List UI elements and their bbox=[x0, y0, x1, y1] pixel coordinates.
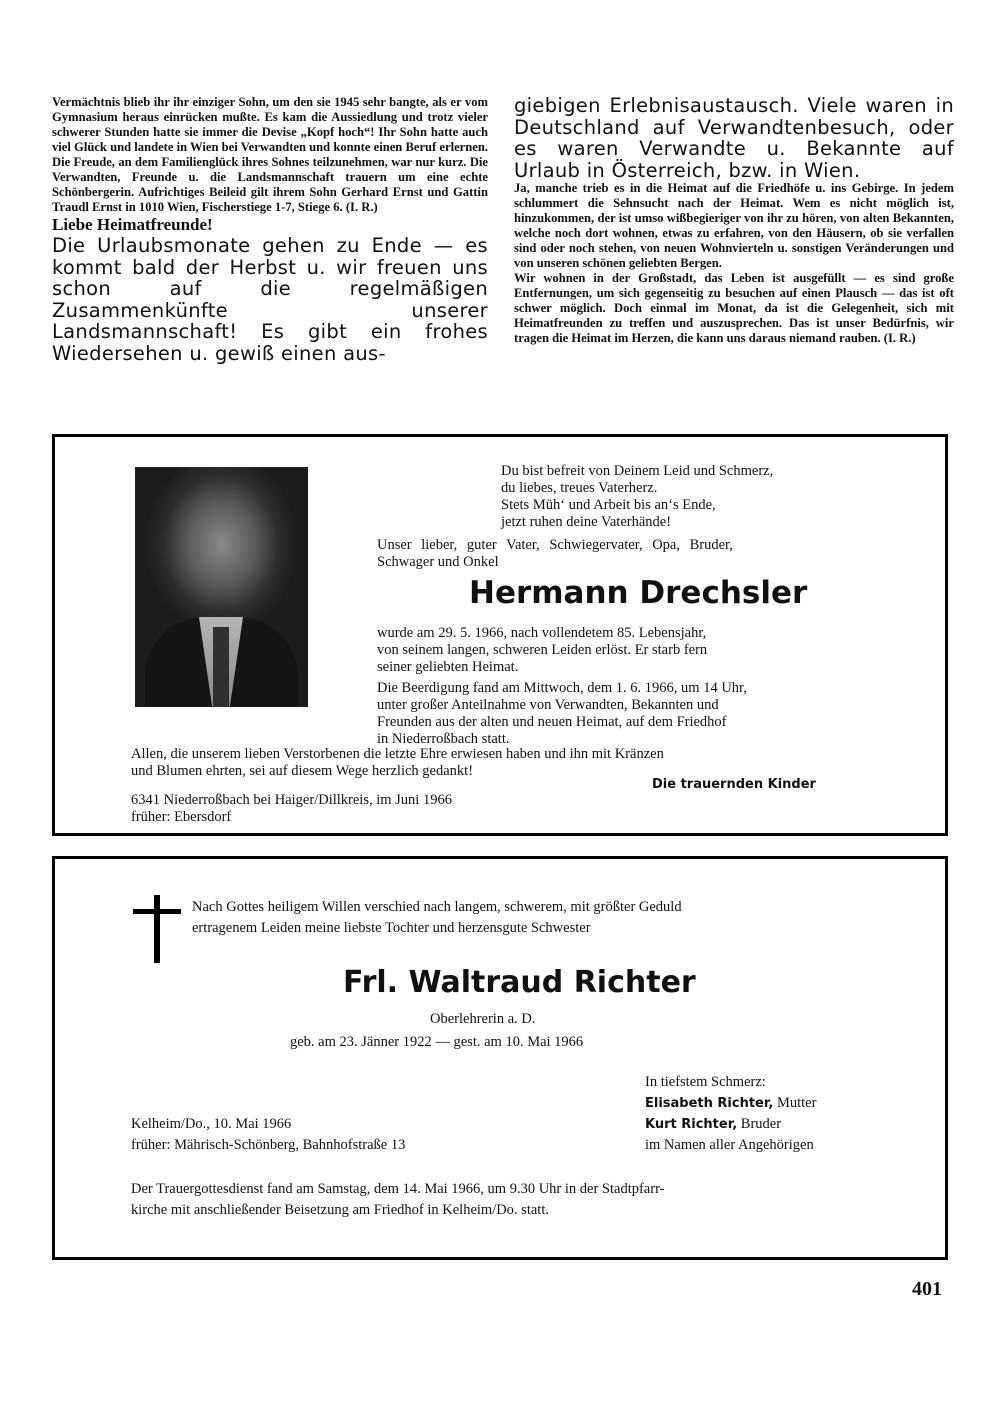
right-paragraph-1: giebigen Erlebnisaustausch. Viele waren in Deutschland auf Verwandtenbesuch, oder es waren Verwandte u. Bekannte auf Urlaub in Österreich, bzw. in Wien. bbox=[514, 94, 954, 182]
poem-line: jetzt ruhen deine Vaterhände! bbox=[501, 514, 672, 530]
obituary-drechsler bbox=[52, 434, 948, 836]
mourner-name: Elisabeth Richter, bbox=[645, 1096, 774, 1111]
deceased-name: Hermann Drechsler bbox=[469, 575, 808, 611]
right-paragraph-3: Wir wohnen in der Großstadt, das Leben ist ausgefüllt — es sind große Entfernungen, um sich gegenseitig zu besuchen auf einen Plausch — das ist oft schwer möglich. Doch einmal im Monat, da ist die Gelegenheit, sich mit Heimatfreunden zu treffen und auszusprechen. Das ist unser Bedürfnis, wir tragen die Heimat im Herzen, die kann uns daraus niemand rauben. (I. R.) bbox=[514, 271, 954, 345]
deceased-name: Frl. Waltraud Richter bbox=[343, 965, 696, 1000]
poem-line: Stets Müh‘ und Arbeit bis an‘s Ende, bbox=[501, 497, 716, 513]
page-number: 401 bbox=[912, 1278, 942, 1300]
mourner-role: Bruder bbox=[740, 1116, 782, 1132]
funeral-line: unter großer Anteilnahme von Verwandten, Bekannten und bbox=[377, 697, 719, 713]
mourner-role: Mutter bbox=[776, 1095, 817, 1111]
thanks-line: und Blumen ehrten, sei auf diesem Wege herzlich gedankt! bbox=[131, 763, 474, 779]
cross-icon bbox=[133, 895, 181, 963]
right-paragraph-2: Ja, manche trieb es in die Heimat auf die Friedhöfe u. ins Gebirge. In jedem schlummert die Sehnsucht nach der Heimat. Wem es nicht möglich ist, hinzukommen, der ist umso wißbegieriger von ihr zu hören, von alten Bekannten, welche noch dort wohnen, etwas zu erfahren, von den Häusern, ob sie verfallen sind oder noch stehen, von neuen Wohnvierteln u. sonstigen Veränderungen und von unseren schönen geliebten Bergen. bbox=[514, 181, 954, 270]
intro-line: Nach Gottes heiligem Willen verschied nach langem, schwerem, mit größter Geduld bbox=[192, 899, 682, 915]
intro-line: ertragenem Leiden meine liebste Tochter und herzensgute Schwester bbox=[192, 920, 591, 936]
funeral-line: Freunden aus der alten und neuen Heimat, auf dem Friedhof bbox=[377, 714, 727, 730]
service-line: Der Trauergottesdienst fand am Samstag, dem 14. Mai 1966, um 9.30 Uhr in der Stadtpfarr- bbox=[131, 1181, 665, 1197]
portrait-photo bbox=[135, 467, 308, 707]
death-line: von seinem langen, schweren Leiden erlöst. Er starb fern bbox=[377, 642, 708, 658]
address-line: früher: Ebersdorf bbox=[131, 809, 232, 825]
mourner-name: Kurt Richter, bbox=[645, 1117, 738, 1132]
intro-line: Unser lieber, guter Vater, Schwiegervater, Opa, Bruder, bbox=[377, 537, 733, 553]
former-address: früher: Mährisch-Schönberg, Bahnhofstraße 13 bbox=[131, 1137, 406, 1153]
address-line: 6341 Niederroßbach bei Haiger/Dillkreis, im Juni 1966 bbox=[131, 792, 452, 808]
life-dates: geb. am 23. Jänner 1922 — gest. am 10. Mai 1966 bbox=[290, 1034, 584, 1050]
left-paragraph-2: Die Urlaubsmonate gehen zu Ende — es kommt bald der Herbst u. wir freuen uns schon auf die regelmäßigen Zusammenkünfte unserer Landsmannschaft! Es gibt ein frohes Wiedersehen u. gewiß einen aus- bbox=[52, 234, 488, 365]
death-line: wurde am 29. 5. 1966, nach vollendetem 85. Lebensjahr, bbox=[377, 625, 707, 641]
place-date: Kelheim/Do., 10. Mai 1966 bbox=[131, 1116, 292, 1132]
right-column bbox=[514, 95, 954, 346]
death-line: seiner geliebten Heimat. bbox=[377, 659, 519, 675]
funeral-line: Die Beerdigung fand am Mittwoch, dem 1. 6. 1966, um 14 Uhr, bbox=[377, 680, 747, 696]
deceased-title: Oberlehrerin a. D. bbox=[430, 1011, 536, 1027]
section-heading: Liebe Heimatfreunde! bbox=[52, 215, 213, 234]
poem-line: du liebes, treues Vaterherz. bbox=[501, 480, 658, 496]
intro-line: Schwager und Onkel bbox=[377, 554, 499, 570]
left-paragraph-1: Vermächtnis blieb ihr ihr einziger Sohn, um den sie 1945 sehr bangte, als er vom Gymnasium heraus einrücken mußte. Es kam die Aussiedlung und trotz vieler schwerer Stunden hatte sie immer die Devise „Kopf hoch“! Ihr Sohn hatte auch viel Glück und landete in Wien bei Verwandten und konnte einen Beruf erlernen. Die Freude, an dem Familienglück ihres Sohnes teilzunehmen, war nur kurz. Die Verwandten, Freunde u. die Landsmannschaft trauern um eine echte Schönbergerin. Aufrichtiges Beileid gilt ihrem Sohn Gerhard Ernst und Gattin Traudl Ernst in 1010 Wien, Fischerstiege 1-7, Stiege 6. (I. R.) bbox=[52, 95, 488, 214]
poem-line: Du bist befreit von Deinem Leid und Schmerz, bbox=[501, 463, 774, 479]
left-column bbox=[52, 95, 488, 364]
mourners-outro: im Namen aller Angehörigen bbox=[645, 1137, 814, 1153]
mourners-intro: In tiefstem Schmerz: bbox=[645, 1074, 766, 1090]
thanks-line: Allen, die unserem lieben Verstorbenen die letzte Ehre erwiesen haben und ihn mit Kränzen bbox=[131, 746, 664, 762]
obituary-richter bbox=[52, 856, 948, 1260]
funeral-line: in Niederroßbach statt. bbox=[377, 731, 510, 747]
signature: Die trauernden Kinder bbox=[652, 777, 816, 792]
service-line: kirche mit anschließender Beisetzung am Friedhof in Kelheim/Do. statt. bbox=[131, 1202, 549, 1218]
